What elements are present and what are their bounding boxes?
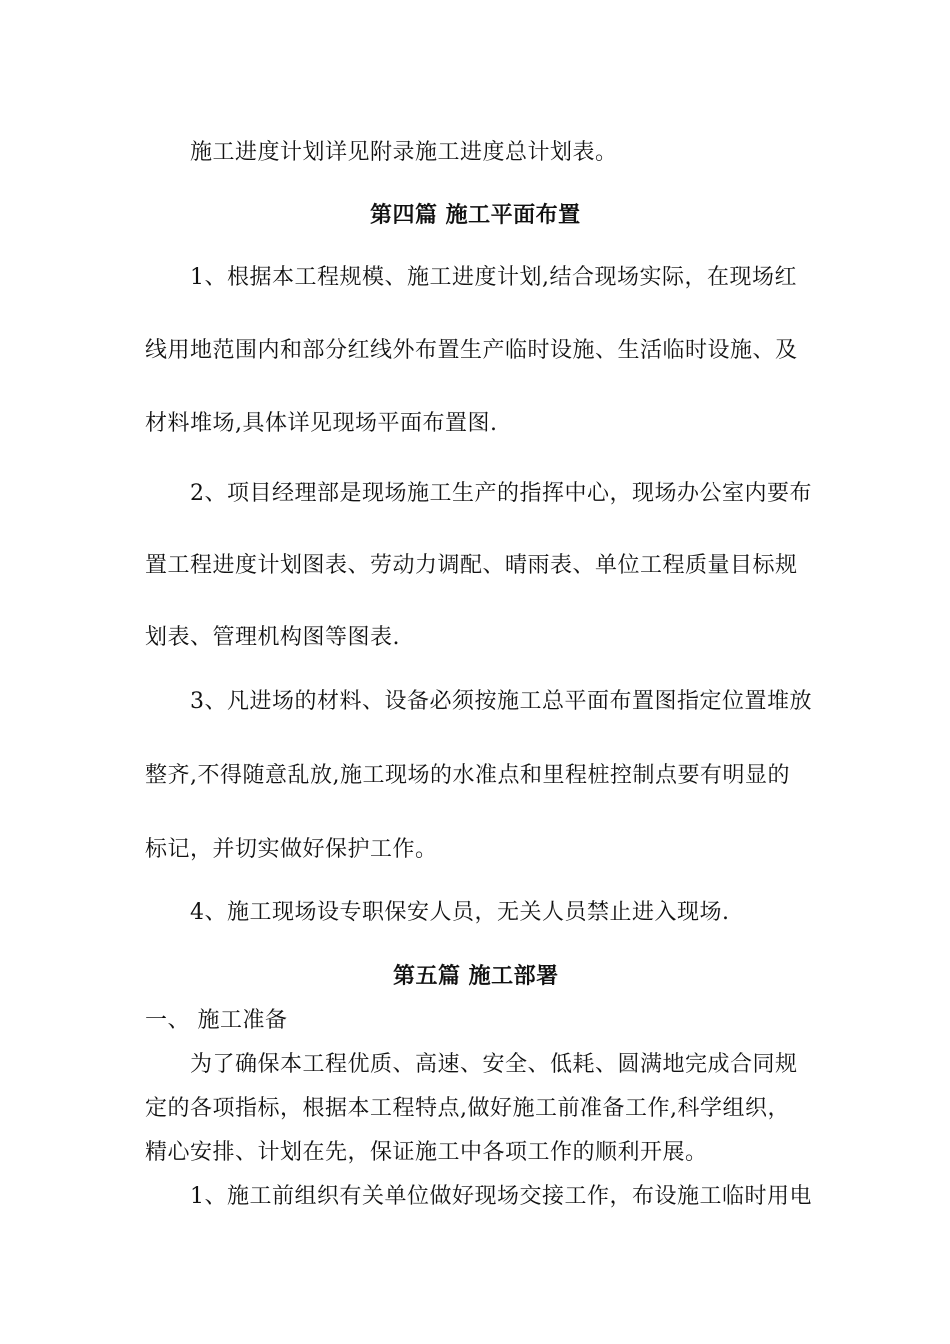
section-4-title: 第四篇 施工平面布置 <box>370 202 581 228</box>
section-5-subheading: 一、 施工准备 <box>145 1008 288 1033</box>
section-4-item-3-line-1: 3、凡进场的材料、设备必须按施工总平面布置图指定位置堆放 <box>190 689 812 714</box>
section-5-para-1-line-2: 定的各项指标，根据本工程特点,做好施工前准备工作,科学组织， <box>145 1096 790 1121</box>
section-4-item-2-line-2: 置工程进度计划图表、劳动力调配、晴雨表、单位工程质量目标规 <box>145 553 798 578</box>
section-4-item-3-line-2: 整齐,不得随意乱放,施工现场的水准点和里程桩控制点要有明显的 <box>145 763 790 788</box>
section-4-item-2-line-3: 划表、管理机构图等图表. <box>145 625 400 650</box>
section-4-item-1-line-1: 1、根据本工程规模、施工进度计划,结合现场实际，在现场红 <box>190 265 797 290</box>
intro-line: 施工进度计划详见附录施工进度总计划表。 <box>190 140 618 165</box>
section-5-title: 第五篇 施工部署 <box>393 963 559 989</box>
section-5-item-1-line-1: 1、施工前组织有关单位做好现场交接工作，布设施工临时用电 <box>190 1184 812 1209</box>
section-4-item-1-line-2: 线用地范围内和部分红线外布置生产临时设施、生活临时设施、及 <box>145 338 798 363</box>
section-5-para-1-line-1: 为了确保本工程优质、高速、安全、低耗、圆满地完成合同规 <box>190 1052 798 1077</box>
section-4-item-4: 4、施工现场设专职保安人员，无关人员禁止进入现场. <box>190 900 730 925</box>
section-4-item-3-line-3: 标记，并切实做好保护工作。 <box>145 837 438 862</box>
section-4-item-2-line-1: 2、项目经理部是现场施工生产的指挥中心，现场办公室内要布 <box>190 481 812 506</box>
section-5-para-1-line-3: 精心安排、计划在先，保证施工中各项工作的顺利开展。 <box>145 1140 708 1165</box>
section-4-item-1-line-3: 材料堆场,具体详见现场平面布置图. <box>145 411 498 436</box>
